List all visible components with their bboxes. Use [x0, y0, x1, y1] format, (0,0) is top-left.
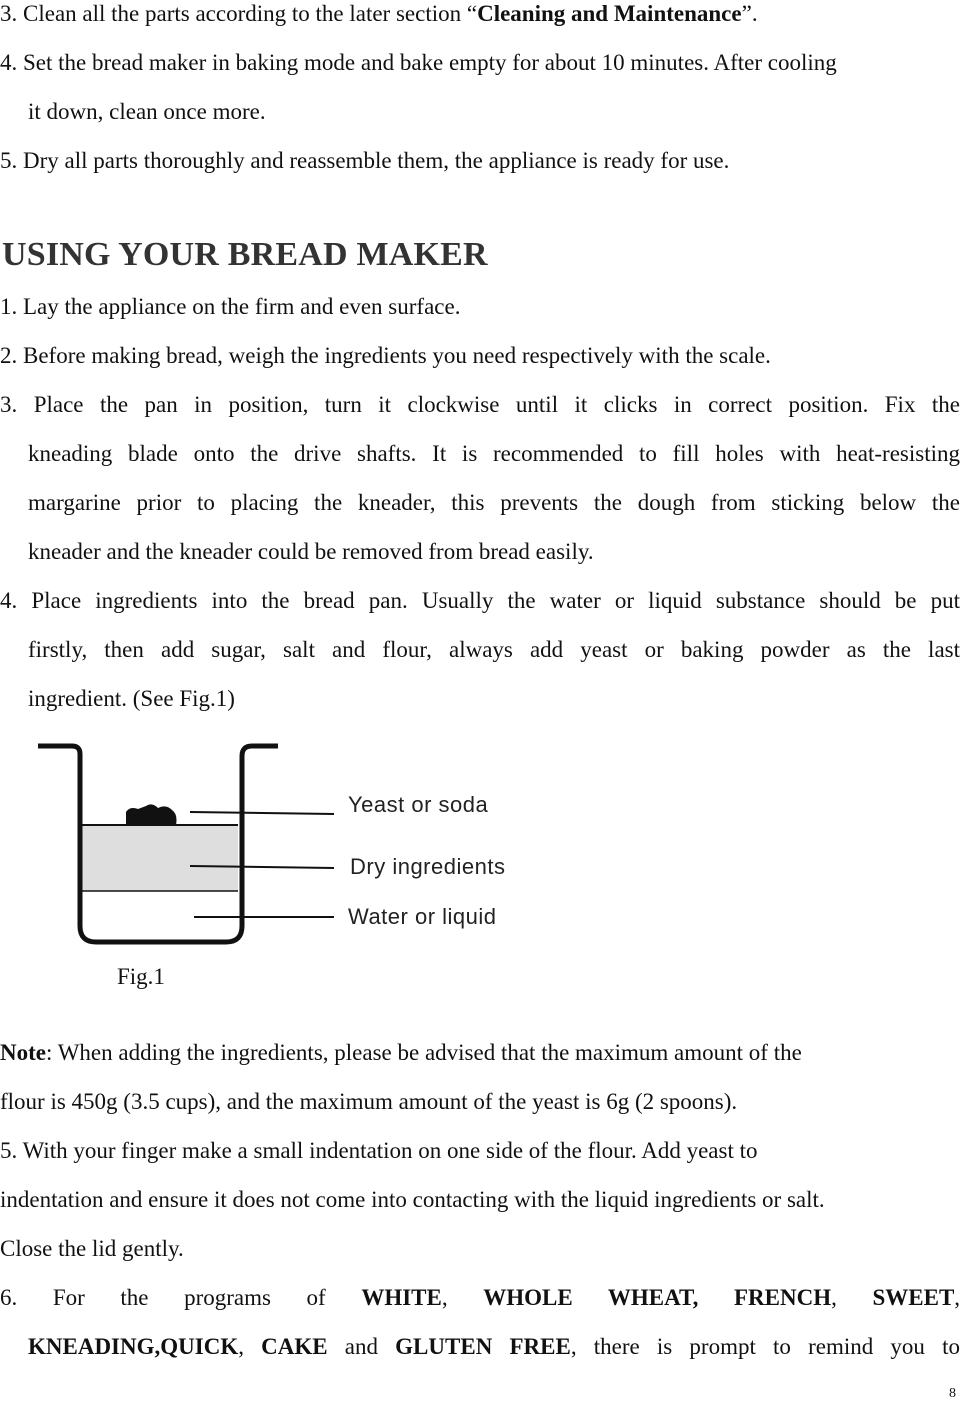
step-4-bake-empty: 4. Set the bread maker in baking mode and bake empty for about 10 minutes. After cooling	[0, 50, 837, 75]
step-5-dry-parts: 5. Dry all parts thoroughly and reassemble them, the appliance is ready for use.	[0, 148, 730, 173]
program-sweet: SWEET	[872, 1285, 955, 1310]
step-text: , there is prompt to remind you to	[570, 1334, 960, 1359]
using-step-3-line-2: kneading blade onto the drive shafts. It is recommended to fill holes with heat-resisting	[28, 441, 960, 466]
step-6-line-2	[28, 1334, 960, 1360]
using-step-1: 1. Lay the appliance on the firm and even surface.	[0, 294, 461, 319]
program-whole-wheat: WHOLE WHEAT,	[483, 1285, 699, 1310]
using-step-4-line-2: firstly, then add sugar, salt and flour, always add yeast or baking powder as the last	[28, 637, 960, 662]
note-label: Note	[0, 1040, 46, 1065]
step-5-line-2: indentation and ensure it does not come into contacting with the liquid ingredients or salt.	[0, 1187, 825, 1212]
dry-ingredients-label: Dry ingredients	[350, 854, 506, 879]
separator: ,	[831, 1285, 873, 1310]
step-3-clean-parts	[0, 1, 960, 27]
program-gluten-free: GLUTEN FREE	[395, 1334, 571, 1359]
yeast-lump	[126, 804, 177, 825]
separator: ,	[238, 1334, 262, 1359]
using-step-4-line-3: ingredient. (See Fig.1)	[28, 686, 235, 711]
separator: ,	[441, 1285, 484, 1310]
using-step-2: 2. Before making bread, weigh the ingredients you need respectively with the scale.	[0, 343, 771, 368]
separator: and	[327, 1334, 396, 1359]
step-text: ”.	[741, 1, 758, 26]
using-step-3-line-4: kneader and the kneader could be removed from bread easily.	[28, 539, 594, 564]
water-or-liquid-label: Water or liquid	[348, 904, 497, 929]
program-kneading-quick: KNEADING,QUICK	[28, 1334, 239, 1359]
separator: ,	[954, 1285, 960, 1310]
page-number: 8	[949, 1386, 956, 1401]
note-text: : When adding the ingredients, please be advised that the maximum amount of the	[45, 1040, 802, 1065]
section-reference: Cleaning and Maintenance	[477, 1, 742, 26]
program-cake: CAKE	[261, 1334, 328, 1359]
step-5-line-3: Close the lid gently.	[0, 1236, 184, 1261]
program-french: FRENCH	[733, 1285, 832, 1310]
step-text: 6. For the programs of	[0, 1285, 362, 1310]
separator	[698, 1285, 734, 1310]
figure-caption: Fig.1	[117, 964, 165, 989]
step-4-continuation: it down, clean once more.	[28, 99, 266, 124]
note-line-2: flour is 450g (3.5 cups), and the maximum amount of the yeast is 6g (2 spoons).	[0, 1089, 738, 1114]
yeast-leader-line	[190, 812, 334, 814]
step-6-line-1	[0, 1285, 960, 1311]
dry-ingredients-layer	[82, 825, 238, 891]
note-line-1	[0, 1040, 960, 1066]
yeast-or-soda-label: Yeast or soda	[348, 792, 489, 817]
using-step-3-line-3: margarine prior to placing the kneader, this prevents the dough from sticking below the	[28, 490, 960, 515]
using-step-4-line-1: 4. Place ingredients into the bread pan. Usually the water or liquid substance should be put	[0, 588, 960, 613]
program-white: WHITE	[361, 1285, 442, 1310]
step-text: 3. Clean all the parts according to the later section “	[0, 1, 478, 26]
step-5-line-1: 5. With your finger make a small indentation on one side of the flour. Add yeast to	[0, 1138, 758, 1163]
using-step-3-line-1: 3. Place the pan in position, turn it clockwise until it clicks in correct position. Fix the	[0, 392, 960, 417]
section-heading: USING YOUR BREAD MAKER	[2, 236, 488, 273]
